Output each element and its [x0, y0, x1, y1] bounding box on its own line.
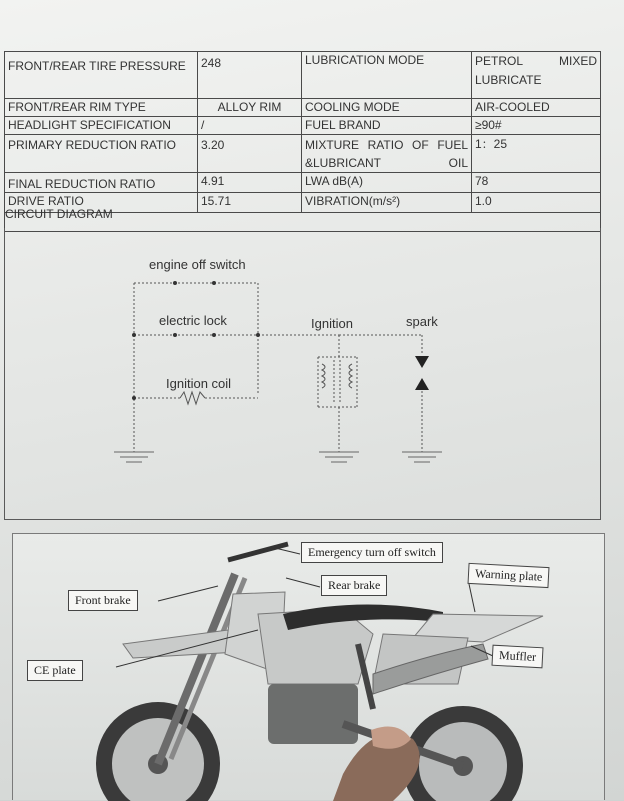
table-cell: 15.71 [198, 193, 302, 213]
callout-emergency-turn-off-switch: Emergency turn off switch [301, 542, 443, 563]
table-cell: AIR-COOLED [475, 100, 550, 114]
table-cell: FRONT/REAR TIRE PRESSURE [5, 52, 198, 98]
ignition-label: Ignition [311, 316, 353, 331]
callout-front-brake: Front brake [68, 590, 138, 611]
callout-ce-plate: CE plate [27, 660, 83, 681]
table-cell: ALLOY RIM [198, 99, 302, 117]
table-cell: FINAL REDUCTION RATIO [5, 173, 198, 193]
table-cell: VIBRATION(m/s²) [302, 193, 472, 213]
table-cell: LWA dB(A) [302, 173, 472, 193]
table-cell: 4.91 [198, 173, 302, 193]
spark-arrow-down [415, 356, 429, 368]
table-cell: FUEL BRAND [302, 117, 472, 135]
callout-muffler: Muffler [491, 645, 543, 669]
table-cell: 248 [198, 52, 302, 98]
parts-diagram [12, 533, 605, 800]
table-cell: FRONT/REAR RIM TYPE [5, 99, 198, 117]
table-cell: 78 [475, 174, 489, 188]
coil-symbol-left [322, 364, 325, 388]
lubrication-value-line1: PETROL MIXED [475, 54, 597, 68]
circuit-diagram-heading: CIRCUIT DIAGRAM [5, 207, 113, 221]
table-cell: 1：25 [475, 137, 508, 151]
table-cell: LUBRICATION MODE [302, 52, 472, 98]
table-cell: 3.20 [198, 135, 302, 173]
spark-arrow-up [415, 378, 429, 390]
coil-symbol-right [349, 364, 352, 388]
spark-label: spark [406, 314, 438, 329]
callout-rear-brake: Rear brake [321, 575, 387, 596]
table-cell: 1.0 [475, 194, 492, 208]
table-cell: HEADLIGHT SPECIFICATION [5, 117, 198, 135]
callout-warning-plate: Warning plate [468, 563, 550, 588]
table-cell: COOLING MODE [302, 99, 472, 117]
table-cell: DRIVE RATIO [5, 193, 198, 213]
table-cell: ≥90# [475, 118, 502, 132]
table-cell: / [198, 117, 302, 135]
engine-off-switch-label: engine off switch [149, 257, 246, 272]
electric-lock-label: electric lock [159, 313, 227, 328]
lubrication-value-line2: LUBRICATE [475, 73, 542, 87]
resistor-symbol [180, 392, 205, 404]
table-cell: PRIMARY REDUCTION RATIO [5, 135, 198, 173]
ignition-coil-label: Ignition coil [166, 376, 232, 391]
table-cell: MIXTURE RATIO OF FUEL &LUBRICANT OIL [302, 135, 472, 173]
